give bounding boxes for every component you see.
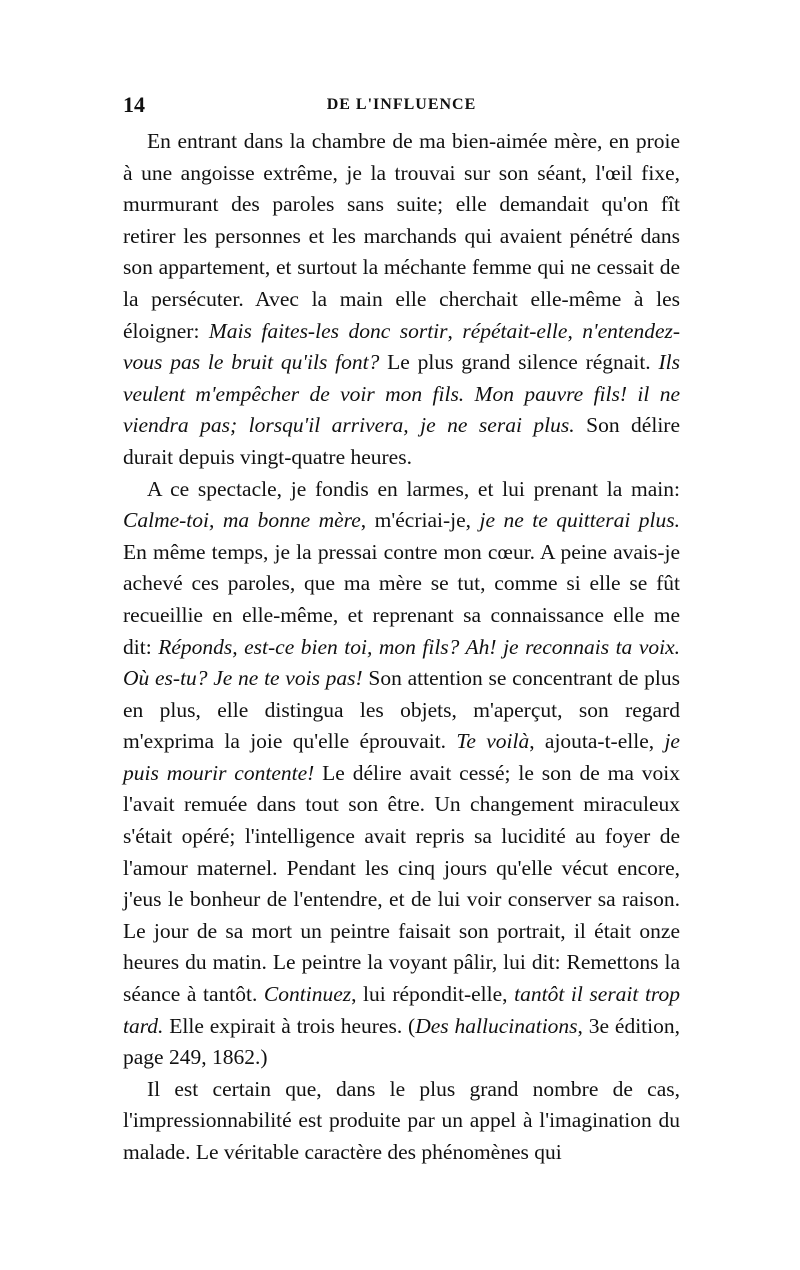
text-run: , [567, 318, 583, 343]
body-text [123, 126, 680, 1169]
paragraph [123, 1074, 680, 1169]
italic-text: n'entendez-vous pas le bruit qu'ils font? [123, 318, 681, 375]
italic-text: Te voilà [456, 729, 530, 754]
paragraph [123, 474, 680, 1074]
italic-text: Calme-toi, ma bonne mère [123, 508, 361, 533]
text-run: En entrant dans la chambre de ma bien-aimée mère, en proie à une angoisse extrême, je la trouvai sur son séant, l'œil fixe, murmurant des paroles sans suite; elle demandait qu'on fît retirer les personnes et les marchands qui avaient pénétré dans son appartement, et surtout la méchante femme qui ne cessait de la persécuter. Avec la main elle cherchait elle-même à les éloigner: [123, 129, 680, 343]
text-run: , lui répondit-elle, [351, 982, 515, 1007]
paragraph [123, 126, 680, 474]
italic-text: Des hallucinations [415, 1013, 578, 1038]
text-run: , 3e édition, page 249, 1862.) [123, 1013, 680, 1070]
running-title: DE L'INFLUENCE [326, 96, 477, 113]
running-head [123, 92, 680, 122]
text-run: , [447, 318, 463, 343]
text-run: , m'écriai-je, [360, 508, 480, 533]
italic-text: je ne te quitterai plus. [479, 508, 681, 533]
text-run: Le délire avait cessé; le son de ma voix l'avait remuée dans tout son être. Un changement miraculeux s'était opéré; l'intelligence avait repris sa lucidité au foyer de l'amour maternel. Pendant les cinq jours qu'elle vécut encore, j'eus le bonheur de l'entendre, et de lui voir conserver sa raison. Le jour de sa mort un peintre faisait son portrait, il était onze heures du matin. Le peintre la voyant pâlir, lui dit: Remettons la séance à tantôt. [123, 760, 680, 1007]
italic-text: Ils veulent m'empêcher de voir mon fils. Mon pauvre fils! il ne viendra pas; lorsqu'il arrivera, je ne serai plus. [123, 350, 680, 438]
text-run: A ce spectacle, je fondis en larmes, et lui prenant la main: [147, 476, 680, 501]
italic-text: je puis mourir contente! [123, 729, 680, 785]
italic-text: Continuez [263, 982, 352, 1007]
italic-text: tantôt il serait trop tard. [123, 982, 681, 1038]
text-run: , ajouta-t-elle, [529, 729, 665, 754]
italic-text: répétait-elle [462, 318, 568, 343]
text-run: Elle expirait à trois heures. ( [163, 1013, 416, 1038]
text-run: Son délire durait depuis vingt-quatre heures. [123, 413, 681, 469]
italic-text: Mais faites-les donc sortir [208, 318, 448, 343]
text-run: Il est certain que, dans le plus grand nombre de cas, l'impressionnabilité est produite par un appel à l'imagination du malade. Le véritable caractère des phénomènes qui [123, 1076, 680, 1164]
text-run: Son attention se concentrant de plus en plus, elle distingua les objets, m'aperçut, son regard m'exprima la joie qu'elle éprouvait. [123, 666, 680, 754]
text-run: Le plus grand silence régnait. [379, 350, 659, 375]
italic-text: Réponds, est-ce bien toi, mon fils? Ah! je reconnais ta voix. Où es-tu? Je ne te vois pas! [123, 634, 681, 691]
text-run: En même temps, je la pressai contre mon cœur. A peine avais-je achevé ces paroles, que ma mère se tut, comme si elle se fût recueillie en elle-même, et reprenant sa connaissance elle me dit: [123, 539, 680, 659]
page-number: 14 [123, 92, 145, 117]
